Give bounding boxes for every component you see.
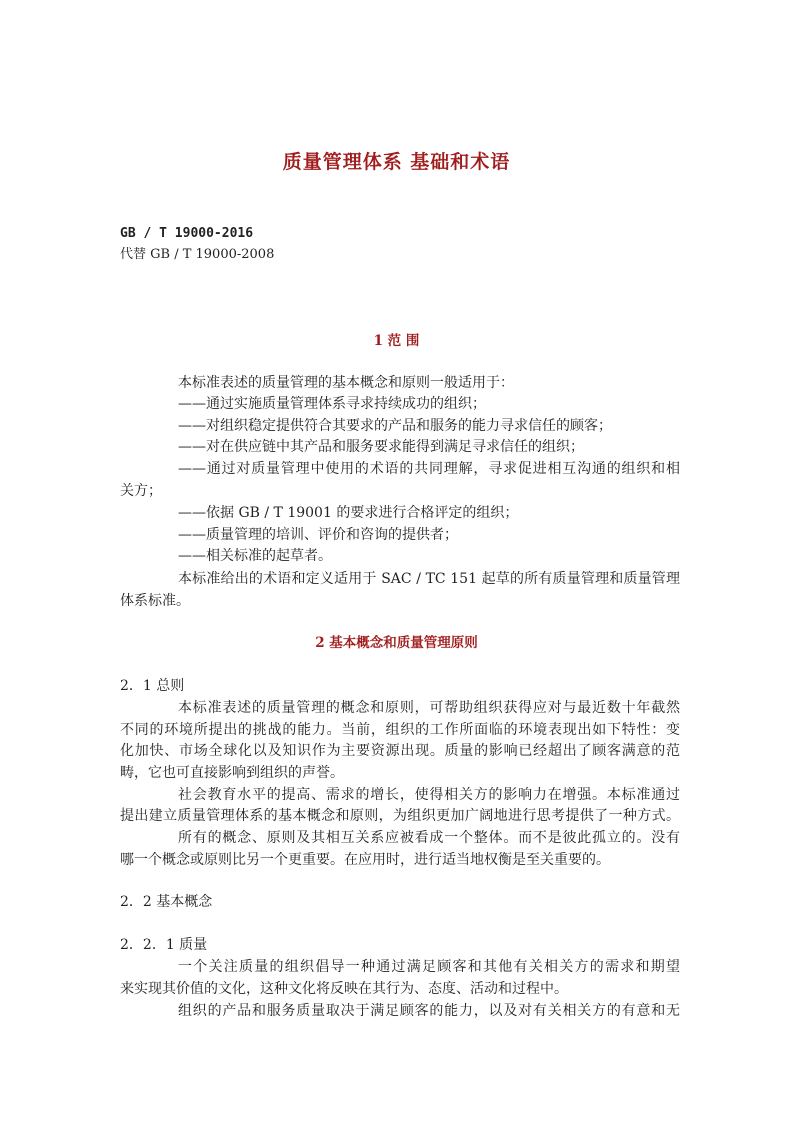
paragraph-line: 体系标准。 bbox=[120, 593, 190, 609]
replaces-note: 代替 GB / T 19000-2008 bbox=[120, 247, 275, 262]
list-item: ——依据 GB / T 19001 的要求进行合格评定的组织； bbox=[178, 505, 519, 521]
list-item: ——质量管理的培训、评价和咨询的提供者； bbox=[178, 527, 458, 543]
paragraph-line: 化加快、市场全球化以及知识作为主要资源出现。质量的影响已经超出了顾客满意的范 bbox=[120, 743, 680, 759]
paragraph-line: 本标准给出的术语和定义适用于 SAC / TC 151 起草的所有质量管理和质量管理 bbox=[178, 571, 680, 587]
paragraph-line: 社会教育水平的提高、需求的增长，使得相关方的影响力在增强。本标准通过 bbox=[178, 787, 680, 803]
paragraph-line: 本标准表述的质量管理的基本概念和原则一般适用于： bbox=[178, 375, 514, 391]
list-item: ——通过对质量管理中使用的术语的共同理解，寻求促进相互沟通的组织和相 bbox=[178, 461, 680, 477]
document-title: 质量管理体系 基础和术语 bbox=[282, 151, 511, 173]
section-1-heading: 1 范 围 bbox=[373, 333, 420, 349]
subsection-2-2-1-heading: 2．2．1 质量 bbox=[120, 937, 208, 953]
paragraph-line: 来实现其价值的文化，这种文化将反映在其行为、态度、活动和过程中。 bbox=[120, 981, 568, 997]
paragraph-line: 本标准表述的质量管理的概念和原则，可帮助组织获得应对与最近数十年截然 bbox=[178, 700, 680, 716]
list-item: ——对组织稳定提供符合其要求的产品和服务的能力寻求信任的顾客； bbox=[178, 418, 612, 434]
subsection-2-1-heading: 2．1 总则 bbox=[120, 678, 185, 694]
paragraph-line: 哪一个概念或原则比另一个更重要。在应用时，进行适当地权衡是至关重要的。 bbox=[120, 852, 610, 868]
paragraph-line: 一个关注质量的组织倡导一种通过满足顾客和其他有关相关方的需求和期望 bbox=[178, 959, 680, 975]
standard-number: GB / T 19000-2016 bbox=[120, 226, 254, 241]
subsection-2-2-heading: 2．2 基本概念 bbox=[120, 894, 213, 910]
section-2-heading: 2 基本概念和质量管理原则 bbox=[315, 635, 478, 651]
paragraph-line: 提出建立质量管理体系的基本概念和原则，为组织更加广阔地进行思考提供了一种方式。 bbox=[120, 808, 680, 824]
paragraph-line: 组织的产品和服务质量取决于满足顾客的能力，以及对有关相关方的有意和无 bbox=[178, 1003, 680, 1019]
paragraph-line: 所有的概念、原则及其相互关系应被看成一个整体。而不是彼此孤立的。没有 bbox=[178, 830, 680, 846]
paragraph-line: 不同的环境所提出的挑战的能力。当前，组织的工作所面临的环境表现出如下特性：变 bbox=[120, 722, 680, 738]
list-item: ——通过实施质量管理体系寻求持续成功的组织； bbox=[178, 396, 486, 412]
list-item: ——对在供应链中其产品和服务要求能得到满足寻求信任的组织； bbox=[178, 439, 584, 455]
list-item: ——相关标准的起草者。 bbox=[178, 548, 332, 564]
paragraph-line: 畴，它也可直接影响到组织的声誉。 bbox=[120, 765, 344, 781]
list-item-continuation: 关方； bbox=[120, 483, 162, 499]
